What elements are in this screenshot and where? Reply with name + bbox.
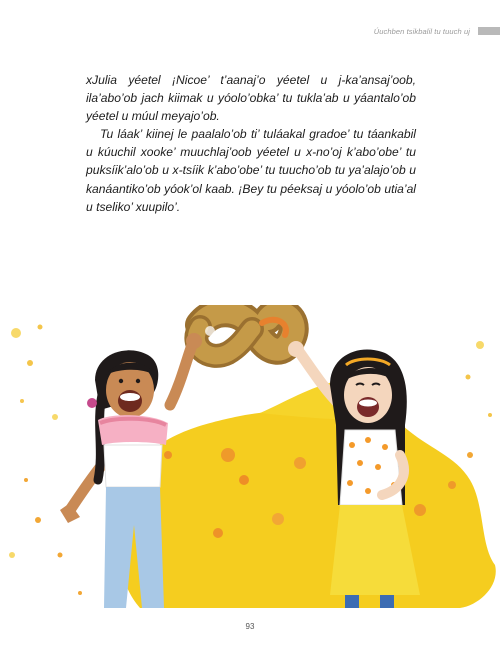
running-header xyxy=(374,24,500,38)
sculpture xyxy=(196,312,293,356)
page-number: 93 xyxy=(245,622,255,631)
running-title: Úuchben tsikbalil tu tuuch uj xyxy=(373,26,470,36)
paragraph-2: Tu láak’ kiinej le paalalo’ob ti’ tuláakal gradoe’ tu táankabil u kúuchil xooke’ muuchlaj’oob yéetel u x-no’oj k’abo’obe’ tu puksíik’alo’ob u x-tsíik k’abo’obe’ tu tuucho’ob tu ya’alajo’ob u kanáantiko’ob yóok’ol kaab. ¡Bey tu péeksaj u yóolo’ob utia’al u tseliko’ xuupilo’. xyxy=(86,127,416,214)
yellow-paint-background xyxy=(116,379,496,608)
illustration xyxy=(0,305,500,615)
body-text xyxy=(86,71,416,216)
paragraph-1: xJulia yéetel ¡Nicoe’ t’aanaj’o yéetel u j-ka’ansaj’oob, ila’abo’ob jach kiimak u yóolo’obka’ tu tukla’ab u yáantalo’ob yéetel u múul meyajo’ob. xyxy=(86,73,416,124)
header-color-bar xyxy=(478,27,500,35)
